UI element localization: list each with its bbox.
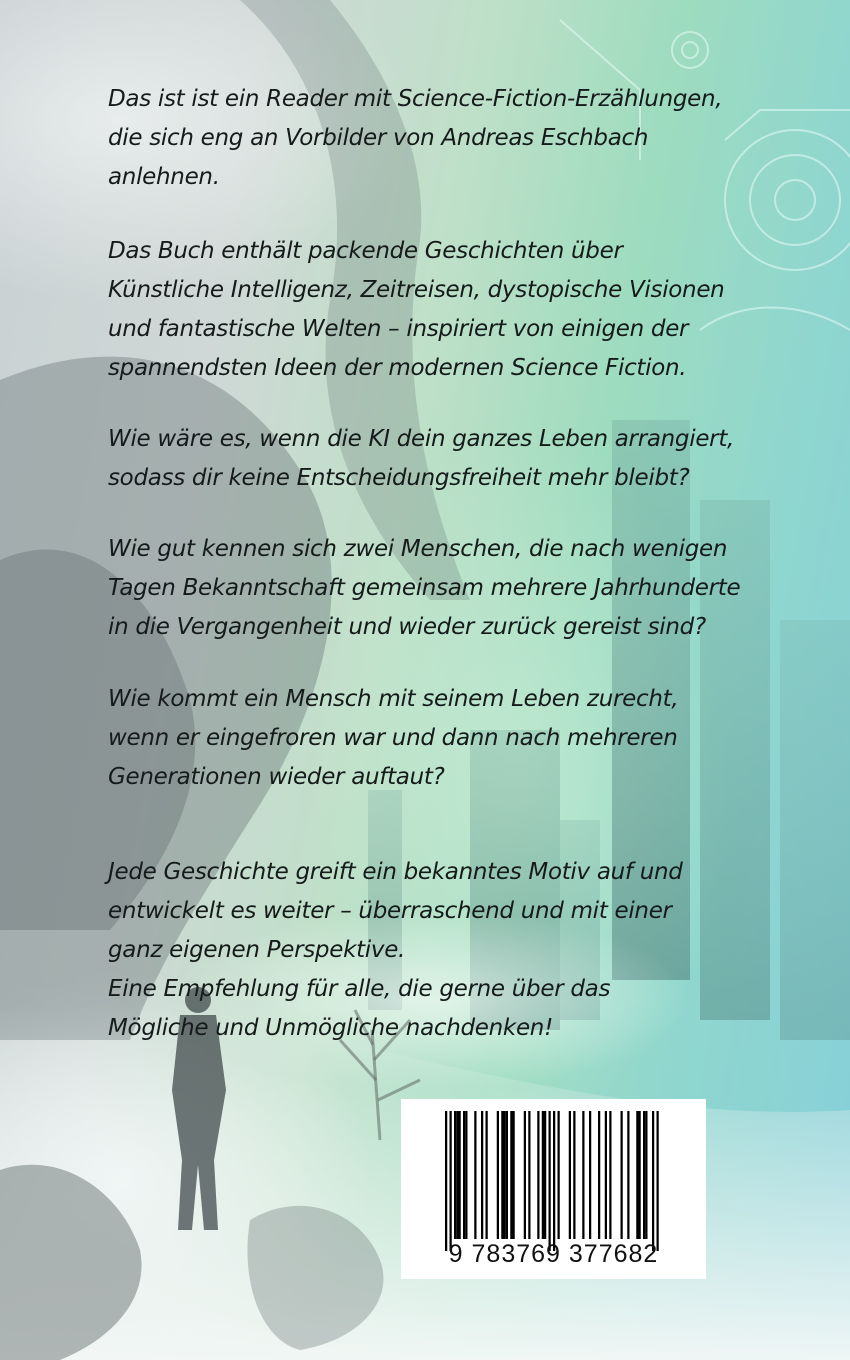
blurb-intro: Das ist ist ein Reader mit Science-Fiction-Erzählungen, die sich eng an Vorbilder von Andreas Eschbach anlehnen.: [108, 86, 723, 190]
barcode-bar: [609, 1111, 611, 1239]
blurb-closing: Jede Geschichte greift ein bekanntes Motiv auf und entwickelt es weiter – überraschend und mit einer ganz eigenen Perspektive. Eine Empfehlung für alle, die gerne über das Mögliche und Unmögliche nachdenken!: [108, 859, 683, 1041]
barcode-bar: [486, 1111, 488, 1239]
barcode-bar: [582, 1111, 584, 1239]
barcode-bar: [524, 1111, 526, 1239]
barcode-bar: [558, 1111, 560, 1239]
barcode-bar: [501, 1111, 503, 1239]
barcode-bar: [553, 1111, 555, 1251]
blurb-question-ai: Wie wäre es, wenn die KI dein ganzes Leben arrangiert, sodass dir keine Entscheidungsfreiheit mehr bleibt?: [108, 426, 735, 491]
barcode-bar: [456, 1111, 458, 1239]
barcode-bar: [544, 1111, 546, 1239]
isbn-barcode: [401, 1099, 706, 1279]
blurb-question-timetravel: Wie gut kennen sich zwei Menschen, die nach wenigen Tagen Bekanntschaft gemeinsam mehrere Jahrhunderte in die Vergangenheit und wieder zurück gereist sind?: [108, 536, 741, 640]
barcode-bar: [465, 1111, 467, 1239]
blurb-question-frozen: Wie kommt ein Mensch mit seinem Leben zurecht, wenn er eingefroren war und dann nach mehreren Generationen wieder auftaut?: [108, 686, 679, 790]
barcode-bar: [549, 1111, 551, 1251]
barcode-bar: [645, 1111, 647, 1239]
barcode-bar: [454, 1111, 456, 1239]
barcode-bar: [598, 1111, 600, 1239]
barcode-bar: [542, 1111, 544, 1239]
barcode-bar: [627, 1111, 629, 1239]
barcode-bar: [573, 1111, 575, 1239]
barcode-bar: [569, 1111, 571, 1239]
barcode-bar: [481, 1111, 483, 1239]
barcode-bar: [605, 1111, 607, 1239]
barcode-bar: [528, 1111, 530, 1239]
barcode-bar: [639, 1111, 641, 1239]
barcode-bar: [463, 1111, 465, 1239]
barcode-bar: [474, 1111, 476, 1239]
barcode-bar: [657, 1111, 659, 1251]
barcode-bar: [589, 1111, 591, 1239]
barcode-bar: [513, 1111, 515, 1239]
barcode-bar: [643, 1111, 645, 1239]
blurb-contents: Das Buch enthält packende Geschichten über Künstliche Intelligenz, Zeitreisen, dystopische Visionen und fantastische Welten – inspiriert von einigen der spannendsten Ideen der modernen Science Fiction.: [108, 238, 725, 381]
barcode-bar: [510, 1111, 512, 1239]
barcode-bar: [621, 1111, 623, 1239]
barcode-bar: [636, 1111, 638, 1239]
barcode-bar: [450, 1111, 452, 1251]
barcode-bar: [459, 1111, 461, 1239]
city-tower: [780, 620, 850, 1040]
isbn-number: 9 783769 377682: [448, 1240, 659, 1268]
barcode-bar: [504, 1111, 506, 1239]
barcode-bar: [652, 1111, 654, 1251]
barcode-bar: [445, 1111, 447, 1251]
barcode-bar: [497, 1111, 499, 1239]
barcode-bar: [537, 1111, 539, 1239]
barcode-bar: [506, 1111, 508, 1239]
